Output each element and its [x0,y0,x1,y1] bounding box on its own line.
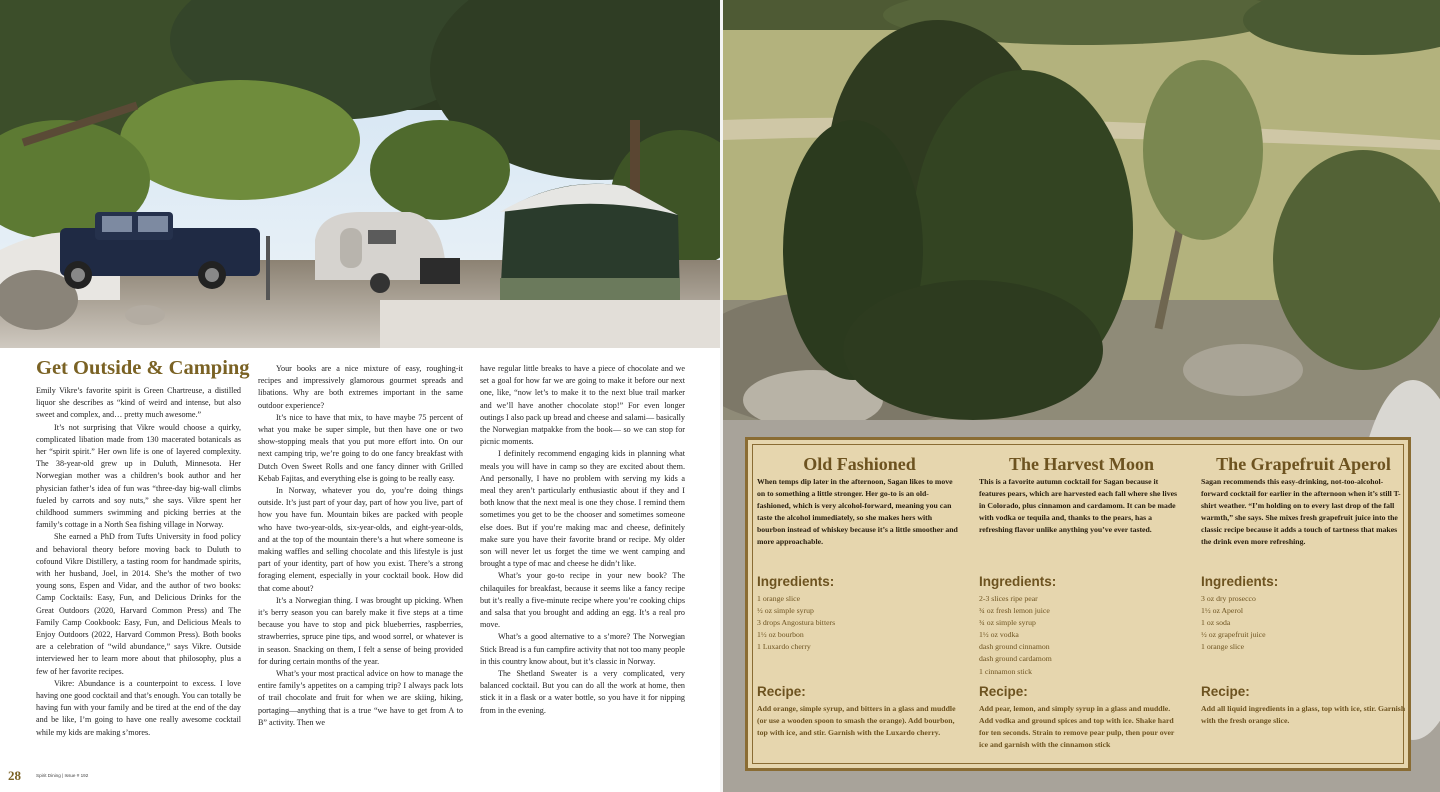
paragraph: What’s your most practical advice on how to manage the entire family’s appetites on a camping trip? I always pack lots of trail chocolate and fruit for when we are skiing, hiking, portaging—anything that is a true “we have to get from A to B” activity. Then we [258,669,463,727]
page-number: 28 [8,768,21,783]
paragraph: have regular little breaks to have a piece of chocolate and we set a goal for how far we are going to make it before our next one, like, “now let’s to make it to the next blue trail marker and we’ll have another chocolate stop!” For even longer outings I also pack up bread and cheese and salami— basically the Norwegian matpakke from the book— so we can stop for picnic moments. [480,364,685,447]
recipe-heading: Recipe: [757,684,806,699]
paragraph: She earned a PhD from Tufts University in food policy and behavioral theory before moving back to Duluth to cofound Vikre Distillery, a tasting room for handmade spirits, with her husband, Joel, in 2014. She’s the mother of two young sons, Espen and Vidar, and the author of two books: Camp Cocktails: Easy, Fun, and Delicious Drinks for the Great Outdoors (2020, Harvard Common Press) and The Family Camp Cookbook: Easy, Fun, and Delicious Meals to Enjoy Outdoors (2022, Harvard Common Press). Both books are a celebration of “wild abundance,” says Vikre. Outside interviewed her to learn more about that philosophy, plus a few of her favorite recipes. [36,532,241,676]
right-page [723,0,1440,792]
ingredient-item: ¾ oz fresh lemon juice [979,606,1050,616]
paragraph: The Shetland Sweater is a very complicated, very balanced cocktail. But you can do all the work at home, then stick it in a flask or a water bottle, so you have it for nipping from in the evening. [480,669,685,715]
paragraph: Your books are a nice mixture of easy, roughing-it recipes and impressively glamorous gourmet spreads and libations. Why are both extremes important in the same outdoor experience? [258,364,463,410]
paragraph: Vikre: Abundance is a counterpoint to excess. I love having one good cocktail and that’s enough. You can totally be having fun with your family and be tired at the end of the day and be like, I’m going to have one really awesome cocktail while my kids are making s’mores. [36,678,241,737]
ingredient-item: 1½ oz Aperol [1201,606,1243,616]
paragraph: What’s your go-to recipe in your new book? The chilaquiles for breakfast, because it seems like a fancy recipe but it’s really a five-minute recipe where you’re cooking chips and salsa that you brought and adding an egg. It’s a real pro move. [480,571,685,630]
article-column-2 [258,363,463,761]
recipe-old-fashioned [757,454,962,738]
paragraph: What’s a good alternative to a s’more? The Norwegian Stick Bread is a fun campfire activity that not too many people in this country know about, but it’s classic in Norway. [480,632,685,666]
ingredients-heading: Ingredients: [979,574,1057,589]
ingredient-item: 1 orange slice [1201,642,1245,652]
ingredients-heading: Ingredients: [757,574,835,589]
ingredient-item: 1 Luxardo cherry [757,642,811,652]
recipe-instructions: Add orange, simple syrup, and bitters in a glass and muddle (or use a wooden spoon to smash the orange). Add bourbon, top with ice, and stir. Garnish with the Luxardo cherry. [757,704,956,738]
ingredient-item: 2-3 slices ripe pear [979,594,1038,603]
paragraph: It’s nice to have that mix, to have maybe 75 percent of what you make be super simple, but then have one or two show-stopping meals that you put more effort into. On our next camping trip, we’re going to do one fancy breakfast with Dutch Oven Sweet Rolls and one fancy dinner with Grilled Kebab Fajitas, and everything else is going to be really easy. [258,412,463,483]
paragraph: It’s not surprising that Vikre would choose a quirky, complicated libation made from 130 macerated botanicals as her “spirit spirit.” Her own life is one of layered complexity. The 38-year-old grew up in Duluth, Minnesota. Her Norwegian mother was a children’s book author and her physician father’s idea of fun was “three-day big-wall climbs fueled by carrots and soy nuts,” she says. Vikre spent her childhood summers swimming and picking berries at the family’s cottage in a North Sea fishing village in Norway. [36,422,241,530]
recipe-heading: Recipe: [979,684,1028,699]
ingredient-item: 1½ oz bourbon [757,630,804,640]
article-column-3 [480,363,685,761]
ingredient-item: 1 oz soda [1201,618,1231,628]
paragraph: I definitely recommend engaging kids in planning what meals you will have in camp so they are excited about them. And personally, I have no problem with serving my kids a meal they aren’t particularly enthusiastic about if they and I both know that the next meal is one they chose. I remind them sometimes you get to be the chooser and sometimes someone else does. But if you’re making mac and cheese, definitely make sure you have their favorite brand or recipe. My older son will never let us forget the time we went camping and brought a type of mac and cheese he didn’t like. [480,449,685,569]
ingredient-item: ¾ oz simple syrup [979,618,1036,628]
recipe-grapefruit-aperol [1201,454,1406,726]
ingredients-heading: Ingredients: [1201,574,1279,589]
recipe-harvest-moon [979,454,1184,750]
ingredient-item: 1 cinnamon stick [979,666,1032,676]
ingredients-list [757,593,835,653]
ingredients-list [979,593,1052,678]
recipe-instructions: Add all liquid ingredients in a glass, top with ice, stir. Garnish with the fresh orange slice. [1201,704,1406,726]
ingredients-list [1201,593,1266,653]
recipe-title: The Grapefruit Aperol [1216,454,1391,474]
ingredient-item: 3 drops Angostura bitters [757,618,836,628]
recipe-description: When temps dip later in the afternoon, Sagan likes to move on to something a little stronger. Her go-to is an old-fashioned, which is very alcohol-forward, meaning you can taste the alcohol immediately, so she makes hers with bourbon instead of whiskey because it’s a little smoother and more approachable. [757,477,958,547]
ingredient-item: 1 orange slice [757,594,801,603]
campsite-photo [0,0,720,348]
ingredient-item: dash ground cardamom [979,654,1052,664]
campsite-illustration [0,0,720,348]
article-title: Get Outside & Camping [36,357,250,379]
ingredient-item: 3 oz dry prosecco [1201,594,1256,603]
recipe-title: The Harvest Moon [1009,454,1154,474]
recipe-instructions: Add pear, lemon, and simply syrup in a glass and muddle. Add vodka and ground spices and top with ice. Shake hard for ten seconds. Strain to remove pear pulp, then pour over ice and garnish with the cinnamon stick [979,704,1175,750]
recipe-heading: Recipe: [1201,684,1250,699]
recipe-description: Sagan recommends this easy-drinking, not-too-alcohol-forward cocktail for earlier in the afternoon when it’s still T-shirt weather. “I’m holding on to every last drop of the fall warmth,” she says. She mixes fresh grapefruit juice into the classic recipe because it adds a touch of tartness that makes the drink even more refreshing. [1201,477,1401,547]
recipe-card [745,437,1411,771]
article-column-1 [36,385,241,761]
recipe-description: This is a favorite autumn cocktail for Sagan because it features pears, which are harvested each fall where she lives in Colorado, plus cinnamon and cardamom. It can be made with vodka or tequila and, thanks to the pears, has a refreshing flavor unlike anything you’ve ever tasted. [979,477,1178,535]
paragraph: It’s a Norwegian thing. I was brought up picking. When it’s berry season you can barely make it five steps at a time because you have to stop and pick blueberries, raspberries, strawberries, spruce pine tips, and wood sorrel, or whatever is in season. Snacking on them, I felt a sense of being provided for during certain months of the year. [258,595,463,666]
recipe-title: Old Fashioned [803,454,916,474]
paragraph: In Norway, whatever you do, you’re doing things outside. It’s just part of your day, part of how you live, part of how you have fun. Mountain bikes are packed with people who have two-year-olds, six-year-olds, and eight-year-olds, and at the top of the mountain there’s a hut where someone is making waffles and selling chocolate and this lifestyle is just part of your identity, part of how you exist. There’s a strong foraging element, especially in your cocktail book. How did that come about? [258,486,463,593]
ingredient-item: ½ oz simple syrup [757,606,814,616]
paragraph: Emily Vikre’s favorite spirit is Green Chartreuse, a distilled liquor she describes as “kind of weird and intense, but also sweet and complex, and… pretty much awesome.” [36,386,241,420]
folio: Spirit Dining | Issue # 192 [36,773,89,778]
ingredient-item: 1½ oz vodka [979,630,1019,640]
ingredient-item: ½ oz grapefruit juice [1201,630,1266,640]
ingredient-item: dash ground cinnamon [979,642,1050,652]
